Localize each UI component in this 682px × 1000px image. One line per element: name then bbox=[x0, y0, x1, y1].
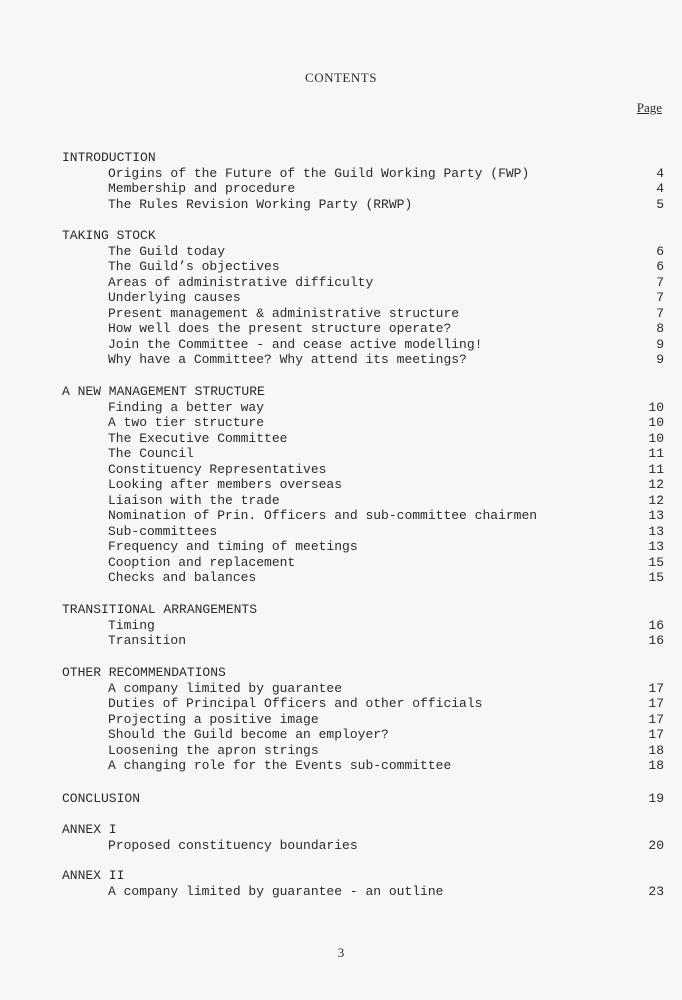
entry-title: The Rules Revision Working Party (RRWP) bbox=[108, 196, 413, 212]
toc-section bbox=[62, 384, 664, 586]
entry-title: Projecting a positive image bbox=[108, 711, 319, 727]
toc-entry bbox=[62, 493, 664, 509]
page-number: 10 bbox=[648, 399, 664, 415]
entry-title: The Council bbox=[108, 446, 194, 461]
entry-title: Why have a Committee? Why attend its meetings? bbox=[108, 352, 467, 367]
page-title: CONTENTS bbox=[305, 70, 377, 85]
page-number: 6 bbox=[656, 243, 664, 259]
entry-title: The Guild’s objectives bbox=[108, 259, 280, 274]
entry-title: Nomination of Prin. Officers and sub-committee chairmen bbox=[108, 508, 538, 523]
entry-title: Membership and procedure bbox=[108, 181, 296, 196]
page-number: 18 bbox=[648, 758, 664, 773]
toc-section bbox=[62, 822, 664, 853]
page-number: 11 bbox=[648, 461, 664, 477]
page-number: 17 bbox=[648, 711, 664, 727]
page-number: 15 bbox=[648, 554, 664, 570]
toc-entry bbox=[62, 181, 664, 197]
toc-entry bbox=[62, 275, 664, 291]
section-title-text: INTRODUCTION bbox=[62, 150, 156, 165]
entry-title: Frequency and timing of meetings bbox=[108, 539, 358, 554]
footer-page-number: 3 bbox=[337, 945, 345, 960]
toc-entry bbox=[62, 758, 664, 774]
section-title-text: TAKING STOCK bbox=[62, 228, 156, 243]
section-title bbox=[62, 868, 664, 884]
section-title bbox=[62, 791, 664, 807]
toc-section bbox=[62, 665, 664, 774]
page-number: 4 bbox=[656, 181, 664, 196]
toc-entry bbox=[62, 415, 664, 431]
entry-title: Checks and balances bbox=[108, 570, 257, 585]
toc-entry bbox=[62, 618, 664, 634]
page-number: 13 bbox=[648, 523, 664, 539]
toc-entry bbox=[62, 508, 664, 524]
entry-title: A company limited by guarantee bbox=[108, 680, 343, 696]
toc-section bbox=[62, 868, 664, 899]
toc-entry bbox=[62, 306, 664, 322]
page-number: 7 bbox=[656, 305, 664, 321]
toc-entry bbox=[62, 244, 664, 260]
section-title bbox=[62, 665, 664, 681]
page-number: 7 bbox=[656, 290, 664, 305]
toc-entry bbox=[62, 290, 664, 306]
toc-entry bbox=[62, 743, 664, 759]
entry-title: A two tier structure bbox=[108, 415, 265, 430]
toc-entry bbox=[62, 321, 664, 337]
toc-entry bbox=[62, 337, 664, 353]
page-number: 12 bbox=[648, 477, 664, 492]
page-number: 9 bbox=[656, 352, 664, 367]
entry-title: Looking after members overseas bbox=[108, 477, 343, 492]
entry-title: Constituency Representatives bbox=[108, 461, 327, 477]
page-number: 15 bbox=[648, 570, 664, 585]
toc-entry bbox=[62, 352, 664, 368]
entry-title: Sub-committees bbox=[108, 523, 218, 539]
entry-title: Duties of Principal Officers and other officials bbox=[108, 696, 483, 711]
page-number: 10 bbox=[648, 415, 664, 430]
entry-title: Liaison with the trade bbox=[108, 492, 280, 508]
section-title bbox=[62, 602, 664, 618]
toc-entry bbox=[62, 477, 664, 493]
entry-title: Transition bbox=[108, 633, 187, 648]
page-number: 7 bbox=[656, 274, 664, 290]
section-title-text: ANNEX I bbox=[62, 822, 117, 837]
toc-entry bbox=[62, 524, 664, 540]
page-number: 10 bbox=[648, 430, 664, 446]
page-number: 9 bbox=[656, 336, 664, 352]
page-number: 13 bbox=[648, 539, 664, 554]
page-number: 16 bbox=[648, 633, 664, 648]
entry-title: Cooption and replacement bbox=[108, 554, 296, 570]
toc-entry bbox=[62, 696, 664, 712]
page-number: 6 bbox=[656, 259, 664, 274]
toc-section bbox=[62, 791, 664, 807]
entry-title: Underlying causes bbox=[108, 290, 241, 305]
section-title-text: TRANSITIONAL ARRANGEMENTS bbox=[62, 602, 258, 617]
entry-title: How well does the present structure operate? bbox=[108, 321, 452, 336]
section-title-text: ANNEX II bbox=[62, 868, 125, 883]
section-title bbox=[62, 150, 664, 166]
toc-entry bbox=[62, 570, 664, 586]
toc-entry bbox=[62, 446, 664, 462]
section-title-text: OTHER RECOMMENDATIONS bbox=[62, 665, 226, 680]
section-title bbox=[62, 228, 664, 244]
entry-title: Should the Guild become an employer? bbox=[108, 727, 389, 742]
page-number: 19 bbox=[648, 791, 664, 806]
page-number: 12 bbox=[648, 492, 664, 508]
entry-title: A company limited by guarantee - an outline bbox=[108, 883, 444, 899]
toc-entry bbox=[62, 400, 664, 416]
entry-title: A changing role for the Events sub-committee bbox=[108, 758, 452, 773]
toc-section bbox=[62, 228, 664, 368]
toc-section bbox=[62, 150, 664, 212]
entry-title: Finding a better way bbox=[108, 399, 265, 415]
entry-title: Present management & administrative structure bbox=[108, 305, 460, 321]
page-number: 13 bbox=[648, 508, 664, 523]
page-number: 4 bbox=[656, 165, 664, 181]
page-number: 8 bbox=[656, 321, 664, 336]
entry-title: Origins of the Future of the Guild Working Party (FWP) bbox=[108, 165, 530, 181]
toc-entry bbox=[62, 431, 664, 447]
toc-entry bbox=[62, 712, 664, 728]
entry-title: Join the Committee - and cease active modelling! bbox=[108, 336, 483, 352]
page-number: 23 bbox=[648, 883, 664, 899]
page-number: 17 bbox=[648, 680, 664, 696]
section-title-text: A NEW MANAGEMENT STRUCTURE bbox=[62, 384, 265, 399]
entry-title: Proposed constituency boundaries bbox=[108, 837, 358, 853]
toc-entry bbox=[62, 166, 664, 182]
page-number: 17 bbox=[648, 696, 664, 711]
section-title bbox=[62, 384, 664, 400]
section-title-text: CONCLUSION bbox=[62, 791, 141, 806]
toc-entry bbox=[62, 681, 664, 697]
section-title bbox=[62, 822, 664, 838]
toc-entry bbox=[62, 539, 664, 555]
toc-entry bbox=[62, 197, 664, 213]
toc-entry bbox=[62, 555, 664, 571]
page-number: 18 bbox=[648, 742, 664, 758]
page-number: 20 bbox=[648, 837, 664, 853]
toc-entry bbox=[62, 727, 664, 743]
toc-entry bbox=[62, 462, 664, 478]
entry-title: The Executive Committee bbox=[108, 430, 288, 446]
entry-title: Timing bbox=[108, 617, 155, 633]
toc-entry bbox=[62, 884, 664, 900]
toc-entry bbox=[62, 633, 664, 649]
page-number: 17 bbox=[648, 727, 664, 742]
page-number: 5 bbox=[656, 196, 664, 212]
page-number: 16 bbox=[648, 617, 664, 633]
entry-title: The Guild today bbox=[108, 243, 226, 259]
toc-entry bbox=[62, 838, 664, 854]
toc-section bbox=[62, 602, 664, 649]
entry-title: Loosening the apron strings bbox=[108, 742, 319, 758]
toc-entry bbox=[62, 259, 664, 275]
page-number: 11 bbox=[648, 446, 664, 461]
entry-title: Areas of administrative difficulty bbox=[108, 274, 374, 290]
page-column-header: Page bbox=[636, 100, 662, 115]
